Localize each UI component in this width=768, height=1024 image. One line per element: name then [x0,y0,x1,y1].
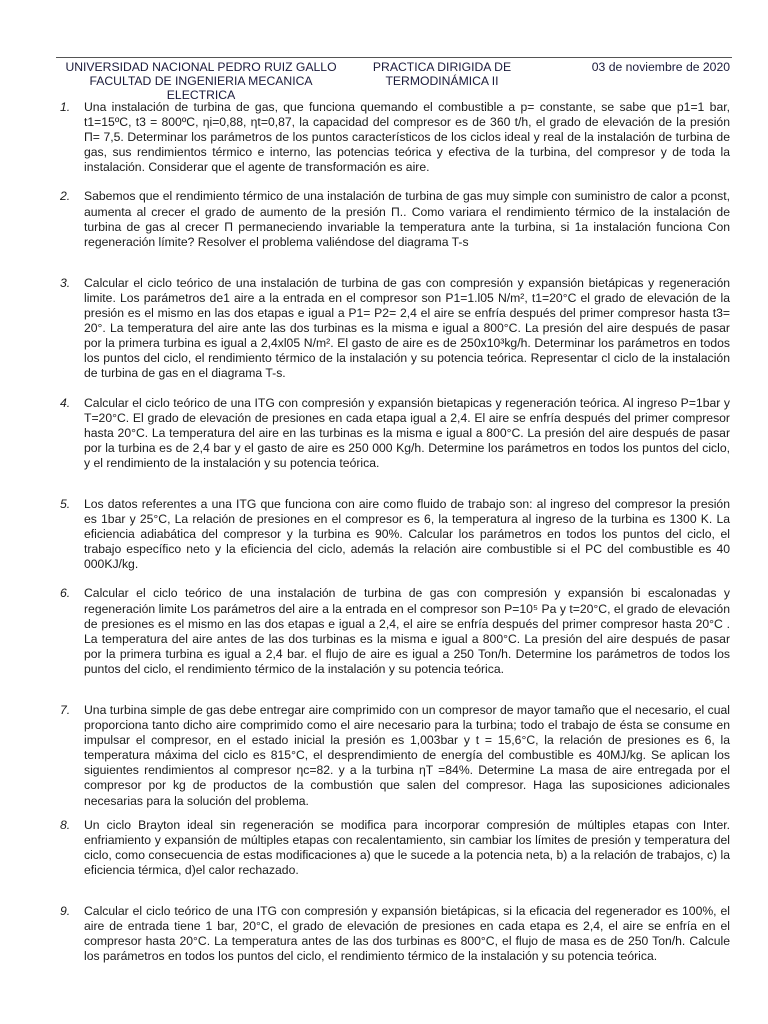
problem-item [56,703,730,809]
problem-item [56,396,730,471]
problem-item [56,100,730,175]
date: 03 de noviembre de 2020 [591,60,730,74]
header-rule [56,57,732,58]
problem-text: Calcular el ciclo teórico de una ITG con compresión y expansión bietapicas y regeneración teórica. Al ingreso P=1bar y T=20°C. El grado de elevación de presiones en cada etapa igual a 2,4. El aire se enfría después del primer compresor hasta 20°C. La temperatura del aire en las turbinas es la misma e igual a 800°C. La presión del aire después de pasar por la turbina es de 2,4 bar y el gasto de aire es 250 000 Kg/h. Determine los parámetros en todos los puntos del ciclo, y el rendimiento de la instalación y su potencia teórica. [84,395,730,470]
problem-text: Un ciclo Brayton ideal sin regeneración se modifica para incorporar compresión de múltiples etapas con Inter. enfriamiento y expansión de múltiples etapas con recalentamiento, sin cambiar los límites de presión y temperatura del ciclo, como consecuencia de estas modificaciones a) que le sucede a la potencia neta, b) a la relación de trabajos, c) la eficiencia térmica, d)el calor rechazado. [84,817,730,877]
course-name: TERMODINÁMICA II [385,74,499,88]
problem-item [56,904,730,964]
university-header [56,60,346,102]
faculty-name: FACULTAD DE INGENIERIA MECANICA [89,74,313,88]
problem-text: Calcular el ciclo teórico de una instalación de turbina de gas con compresión y expansión bi escalonadas y regeneración limite Los parámetros del aire a la entrada en el compresor son P=10⁵ Pa y t=20°C, el grado de elevación de presiones es el mismo en las dos etapas e igual a 2,4, el aire se enfría después del primer compresor hasta 20°C . La temperatura del aire antes de las dos turbinas es la misma e igual a 800°C. La presión del aire después de pasar por la primera turbina es igual a 2,4 bar. el flujo de aire es igual a 250 Ton/h. Determine los parámetros de todos los puntos del ciclo, el rendimiento térmico de la instalación y su potencia teórica. [84,586,730,676]
problem-item [56,276,730,382]
problem-number: 3. [60,275,71,290]
problem-item [56,586,730,677]
problem-text: Una instalación de turbina de gas, que funciona quemando el combustible a p= constante, se sabe que p1=1 bar, t1=15ºC, t3 = 800ºC, ηi=0,88, ηt=0,87, la capacidad del compresor es de 360 t/h, el grado de elevación de la presión Π= 7,5. Determinar los parámetros de los puntos característicos de los ciclos ideal y real de la instalación de turbina de gas, sus rendimientos térmico e interno, las potencias teórica y efectiva de la turbina, del compresor y de toda la instalación. Considerar que el agente de transformación es aire. [84,100,730,175]
problem-item [56,497,730,572]
problem-number: 7. [60,703,71,717]
problem-text: Una turbina simple de gas debe entregar aire comprimido con un compresor de mayor tamaño que el necesario, el cual proporciona tanto dicho aire comprimido como el aire necesario para la turbina; todo el trabajo de ésta se consume en impulsar el compresor, en el estado inicial la presión es 1,003bar y t = 15,6°C, la relación de presiones es 6, la temperatura máxima del ciclo es 815°C, el desprendimiento de energía del combustible es 40MJ/kg. Se aplican los siguientes rendimientos al compresor ηc=82. y a la turbina ηT =84%. Determine La masa de aire entregada por el compresor por kg de productos de la combustión que salen del compresor. Haga las suposiciones adicionales necesarias para la solución del problema. [84,703,730,808]
problem-list [56,100,730,964]
problem-number: 4. [60,395,71,410]
problem-number: 8. [60,817,71,832]
problem-text: Calcular el ciclo teórico de una instalación de turbina de gas con compresión y expansión bietápicas y regeneración limite. Los parámetros de1 aire a la entrada en el compresor son P1=1.l05 N/m², t1=20°C el grado de elevación de la presión es el mismo en las dos etapas e igual a P1= P2= 2,4 el aire se enfría después del primer compresor hasta t3= 20°. La temperatura del aire ante las dos turbinas es la misma e igual a 800°C. La presión del aire después de pasar por la primera turbina es igual a 2,4xl05 N/m². El gasto de aire es de 250x10³kg/h. Determinar los parámetros en todos los puntos del ciclo, el rendimiento térmico de la instalación y su potencia teórica. Representar cl ciclo de la instalación de turbina de gas en el diagrama T-s. [84,275,730,381]
problem-text: Sabemos que el rendimiento térmico de una instalación de turbina de gas muy simple con suministro de calor a pconst, aumenta al crecer el grado de aumento de la presión Π.. Como variara el rendimiento térmico de la instalación de turbina de gas al crecer Π permaneciendo invariable la temperatura ante la turbina, si 1a instalación funciona Con regeneración límite? Resolver el problema valiéndose del diagrama T-s [84,189,730,249]
university-name: UNIVERSIDAD NACIONAL PEDRO RUIZ GALLO [65,60,337,74]
problem-number: 6. [60,586,71,601]
problem-text: Los datos referentes a una ITG que funciona con aire como fluido de trabajo son: al ingreso del compresor la presión es 1bar y 25°C, La relación de presiones en el compresor es 6, la temperatura al ingreso de la turbina es 1300 K. La eficiencia adiabática del compresor y la turbina es 90%. Calcular los parámetros en todos los puntos del ciclo, el trabajo específico neto y la eficiencia del ciclo, además la relación aire combustible si el PC del combustible es 40 000KJ/kg. [84,496,730,572]
problem-text: Calcular el ciclo teórico de una ITG con compresión y expansión bietápicas, si la eficacia del regenerador es 100%, el aire de entrada tiene 1 bar, 20°C, el grado de elevación de presiones en cada etapa es 2,4, el aire se enfría en el compresor hasta 20°C. La temperatura antes de las dos turbinas es 800°C, el flujo de masa es de 250 Ton/h. Calcule los parámetros en todos los puntos del ciclo, el rendimiento térmico de la instalación y su potencia teórica. [84,904,730,964]
practice-title: PRACTICA DIRIGIDA DE [372,60,512,74]
practice-header [360,60,524,88]
problem-item [56,818,730,878]
problem-number: 5. [60,496,71,511]
problem-number: 2. [60,189,71,204]
faculty-name-cont: ELECTRICA [166,88,236,102]
problem-item [56,189,730,249]
problem-number: 1. [60,100,71,114]
problem-number: 9. [60,904,71,919]
